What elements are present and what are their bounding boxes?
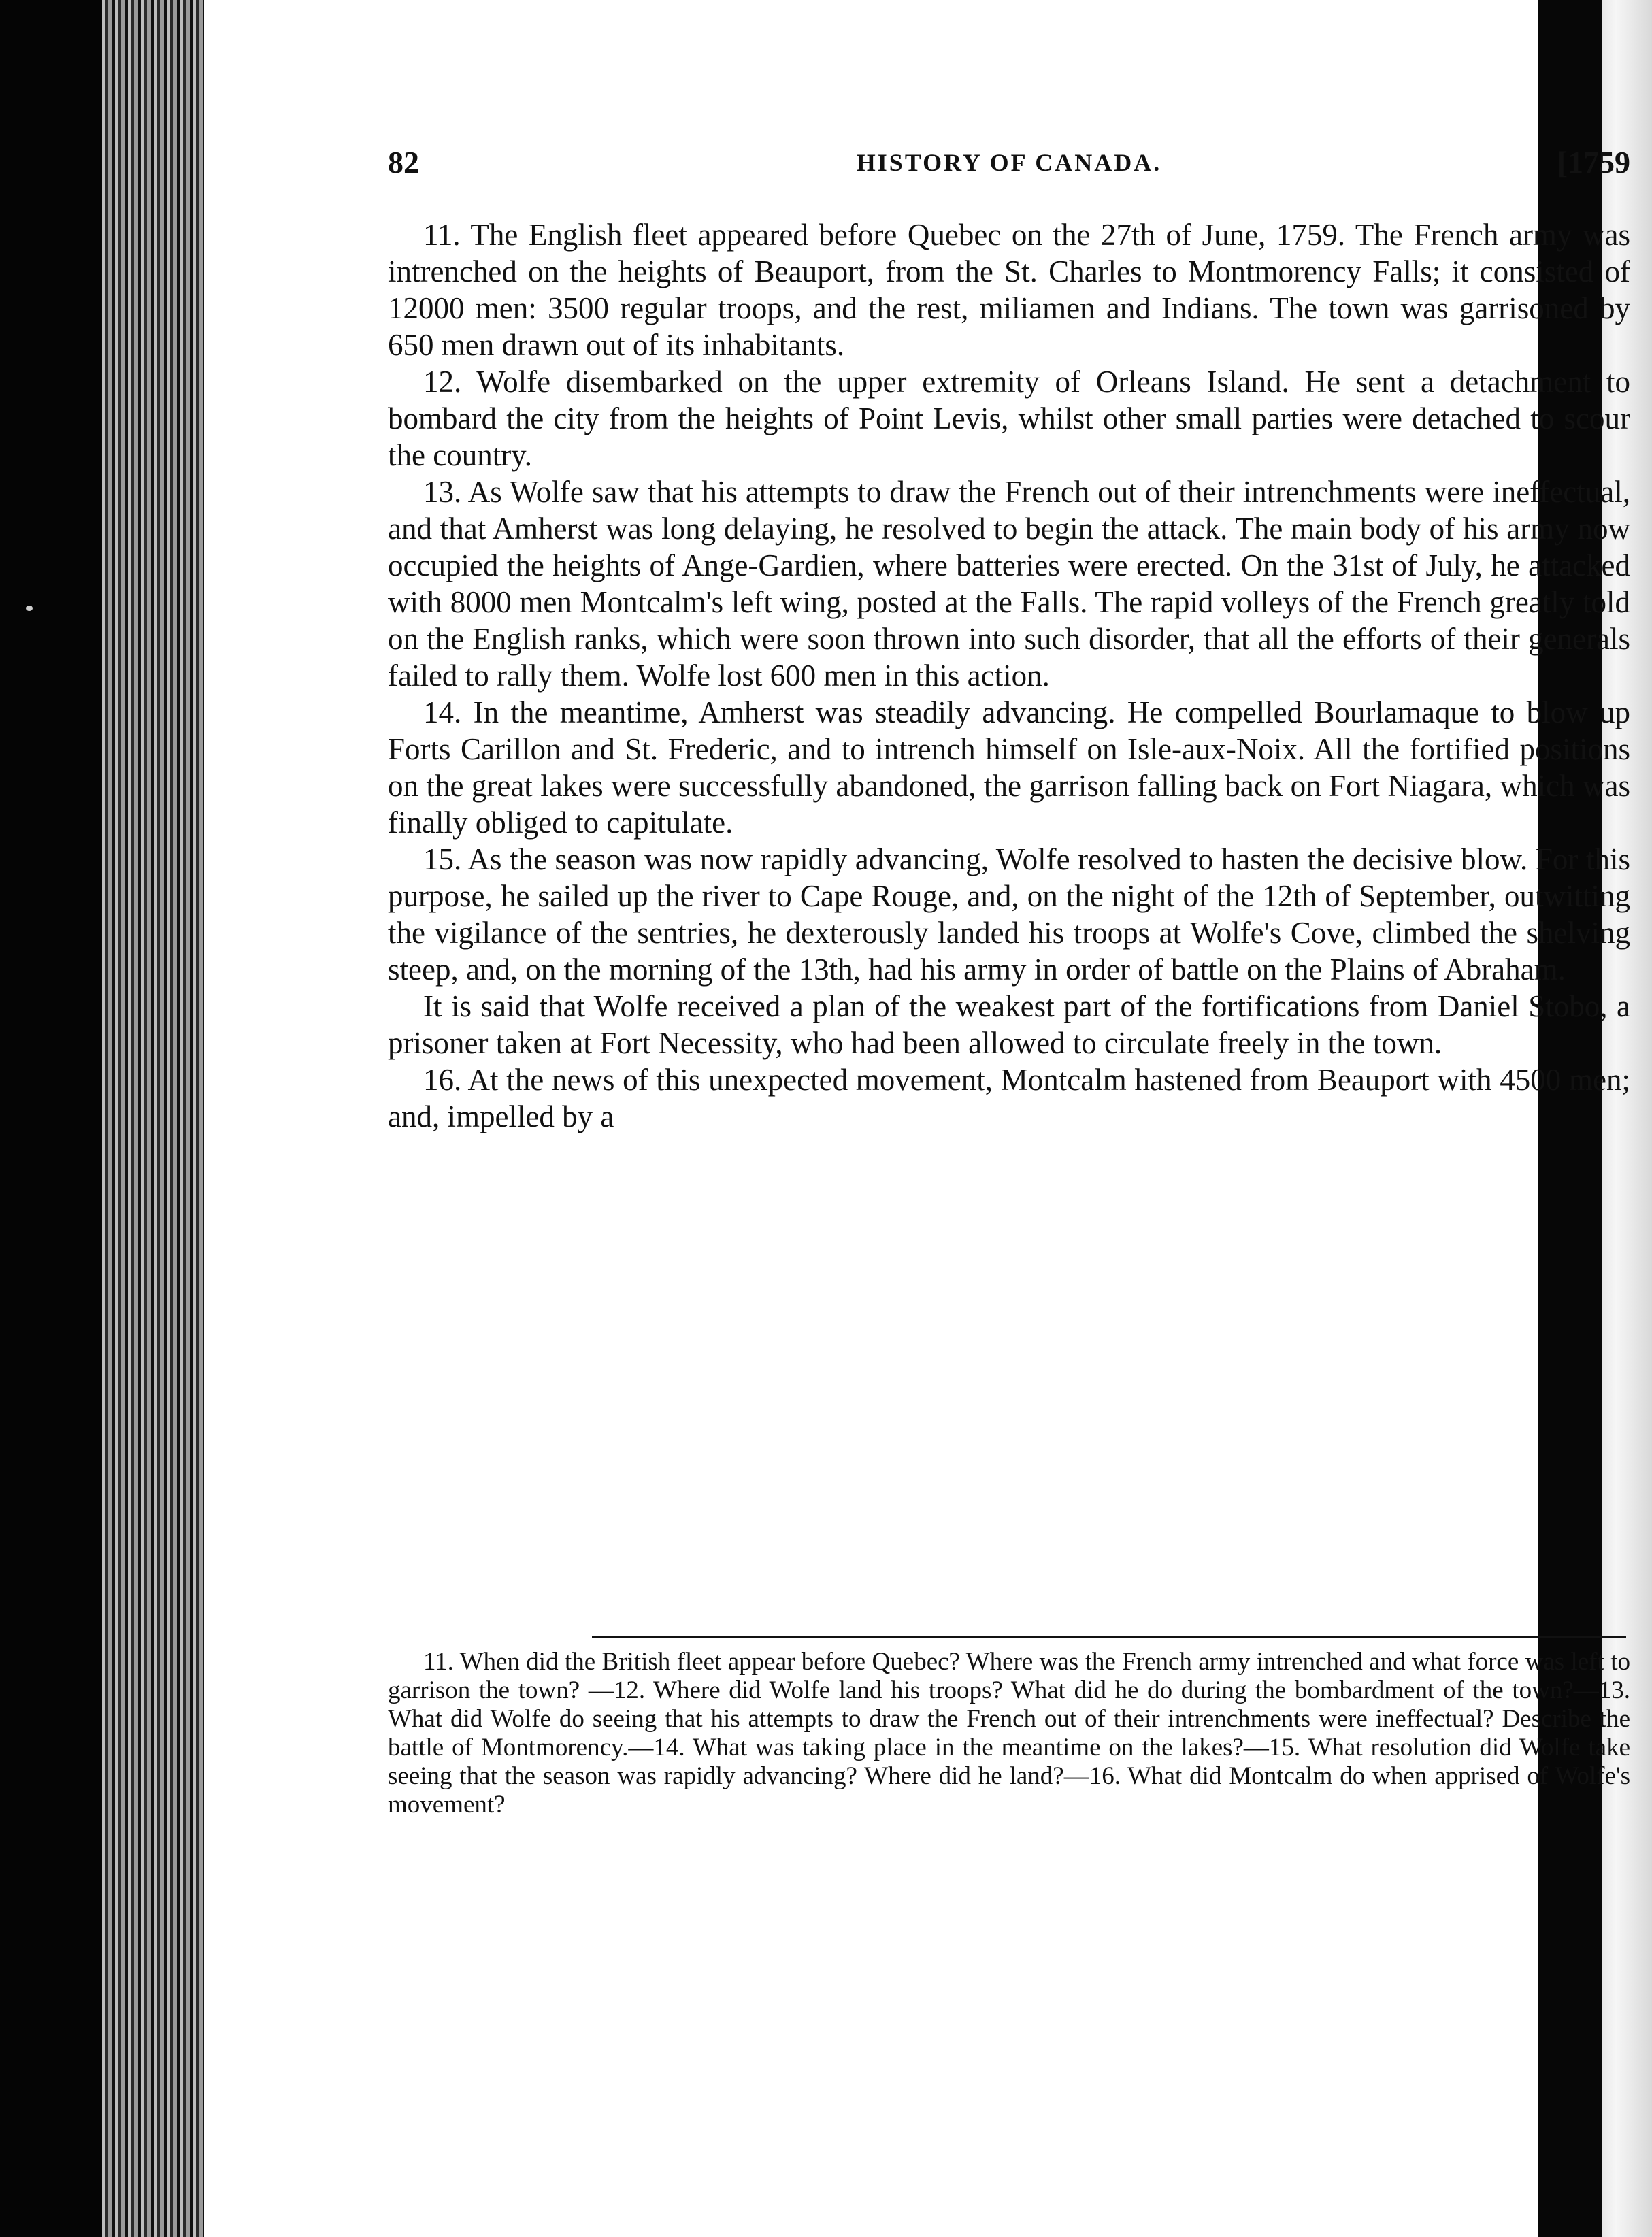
paragraph-12: 12. Wolfe disembarked on the upper extremity of Orleans Island. He sent a detachment to bombard the city from the heights of Point Levis, whilst other small parties were detached to scour the country. bbox=[388, 365, 1630, 472]
review-questions-footnote: 11. When did the British fleet appear before Quebec? Where was the French army intrenched and what force was left to garrison the town? —12. Where did Wolfe land his troops? What did he do during the bombardment of the town?—13. What did Wolfe do seeing that his attempts to draw the French out of their intrenchments were ineffectual? Describe the battle of Montmorency.—14. What was taking place in the meantime on the lakes?—15. What resolution did Wolfe take seeing that the season was rapidly advancing? Where did he land?—16. What did Montcalm do when apprised of Wolfe's movement? bbox=[388, 1648, 1630, 1819]
scan-speck bbox=[26, 606, 33, 611]
book-page bbox=[204, 0, 1630, 2237]
paragraph-15: 15. As the season was now rapidly advancing, Wolfe resolved to hasten the decisive blow. For this purpose, he sailed up the river to Cape Rouge, and, on the night of the 12th of September, outwitting the vigilance of the sentries, he dexterously landed his troops at Wolfe's Cove, climbed the shelving steep, and, on the morning of the 13th, had his army in order of battle on the Plains of Abraham. bbox=[388, 842, 1630, 987]
year-marker: [1759 bbox=[1557, 145, 1630, 180]
body-text bbox=[388, 216, 1630, 1135]
page-number: 82 bbox=[388, 145, 419, 180]
footnote-divider bbox=[592, 1636, 1626, 1638]
running-title: HISTORY OF CANADA. bbox=[856, 149, 1162, 176]
paragraph-13: 13. As Wolfe saw that his attempts to draw the French out of their intrenchments were ineffectual, and that Amherst was long delaying, he resolved to begin the attack. The main body of his army now occupied the heights of Ange-Gardien, where batteries were erected. On the 31st of July, he attacked with 8000 men Montcalm's left wing, posted at the Falls. The rapid volleys of the French greatly told on the English ranks, which were soon thrown into such disorder, that all the efforts of their generals failed to rally them. Wolfe lost 600 men in this action. bbox=[388, 475, 1630, 693]
paragraph-stobo-note: It is said that Wolfe received a plan of the weakest part of the fortifications from Daniel Stobo, a prisoner taken at Fort Necessity, who had been allowed to circulate freely in the town. bbox=[388, 989, 1630, 1060]
paragraph-16: 16. At the news of this unexpected movement, Montcalm hastened from Beauport with 4500 men; and, impelled by a bbox=[388, 1063, 1630, 1133]
paragraph-14: 14. In the meantime, Amherst was steadily advancing. He compelled Bourlamaque to blow up Forts Carillon and St. Frederic, and to intrench himself on Isle-aux-Noix. All the fortified positions on the great lakes were successfully abandoned, the garrison falling back on Fort Niagara, which was finally obliged to capitulate. bbox=[388, 695, 1630, 840]
paragraph-11: 11. The English fleet appeared before Quebec on the 27th of June, 1759. The French army was intrenched on the heights of Beauport, from the St. Charles to Montmorency Falls; it consisted of 12000 men: 3500 regular troops, and the rest, miliamen and Indians. The town was garrisoned by 650 men drawn out of its inhabitants. bbox=[388, 218, 1630, 362]
running-header bbox=[388, 144, 1630, 185]
book-page-edges bbox=[102, 0, 204, 2237]
